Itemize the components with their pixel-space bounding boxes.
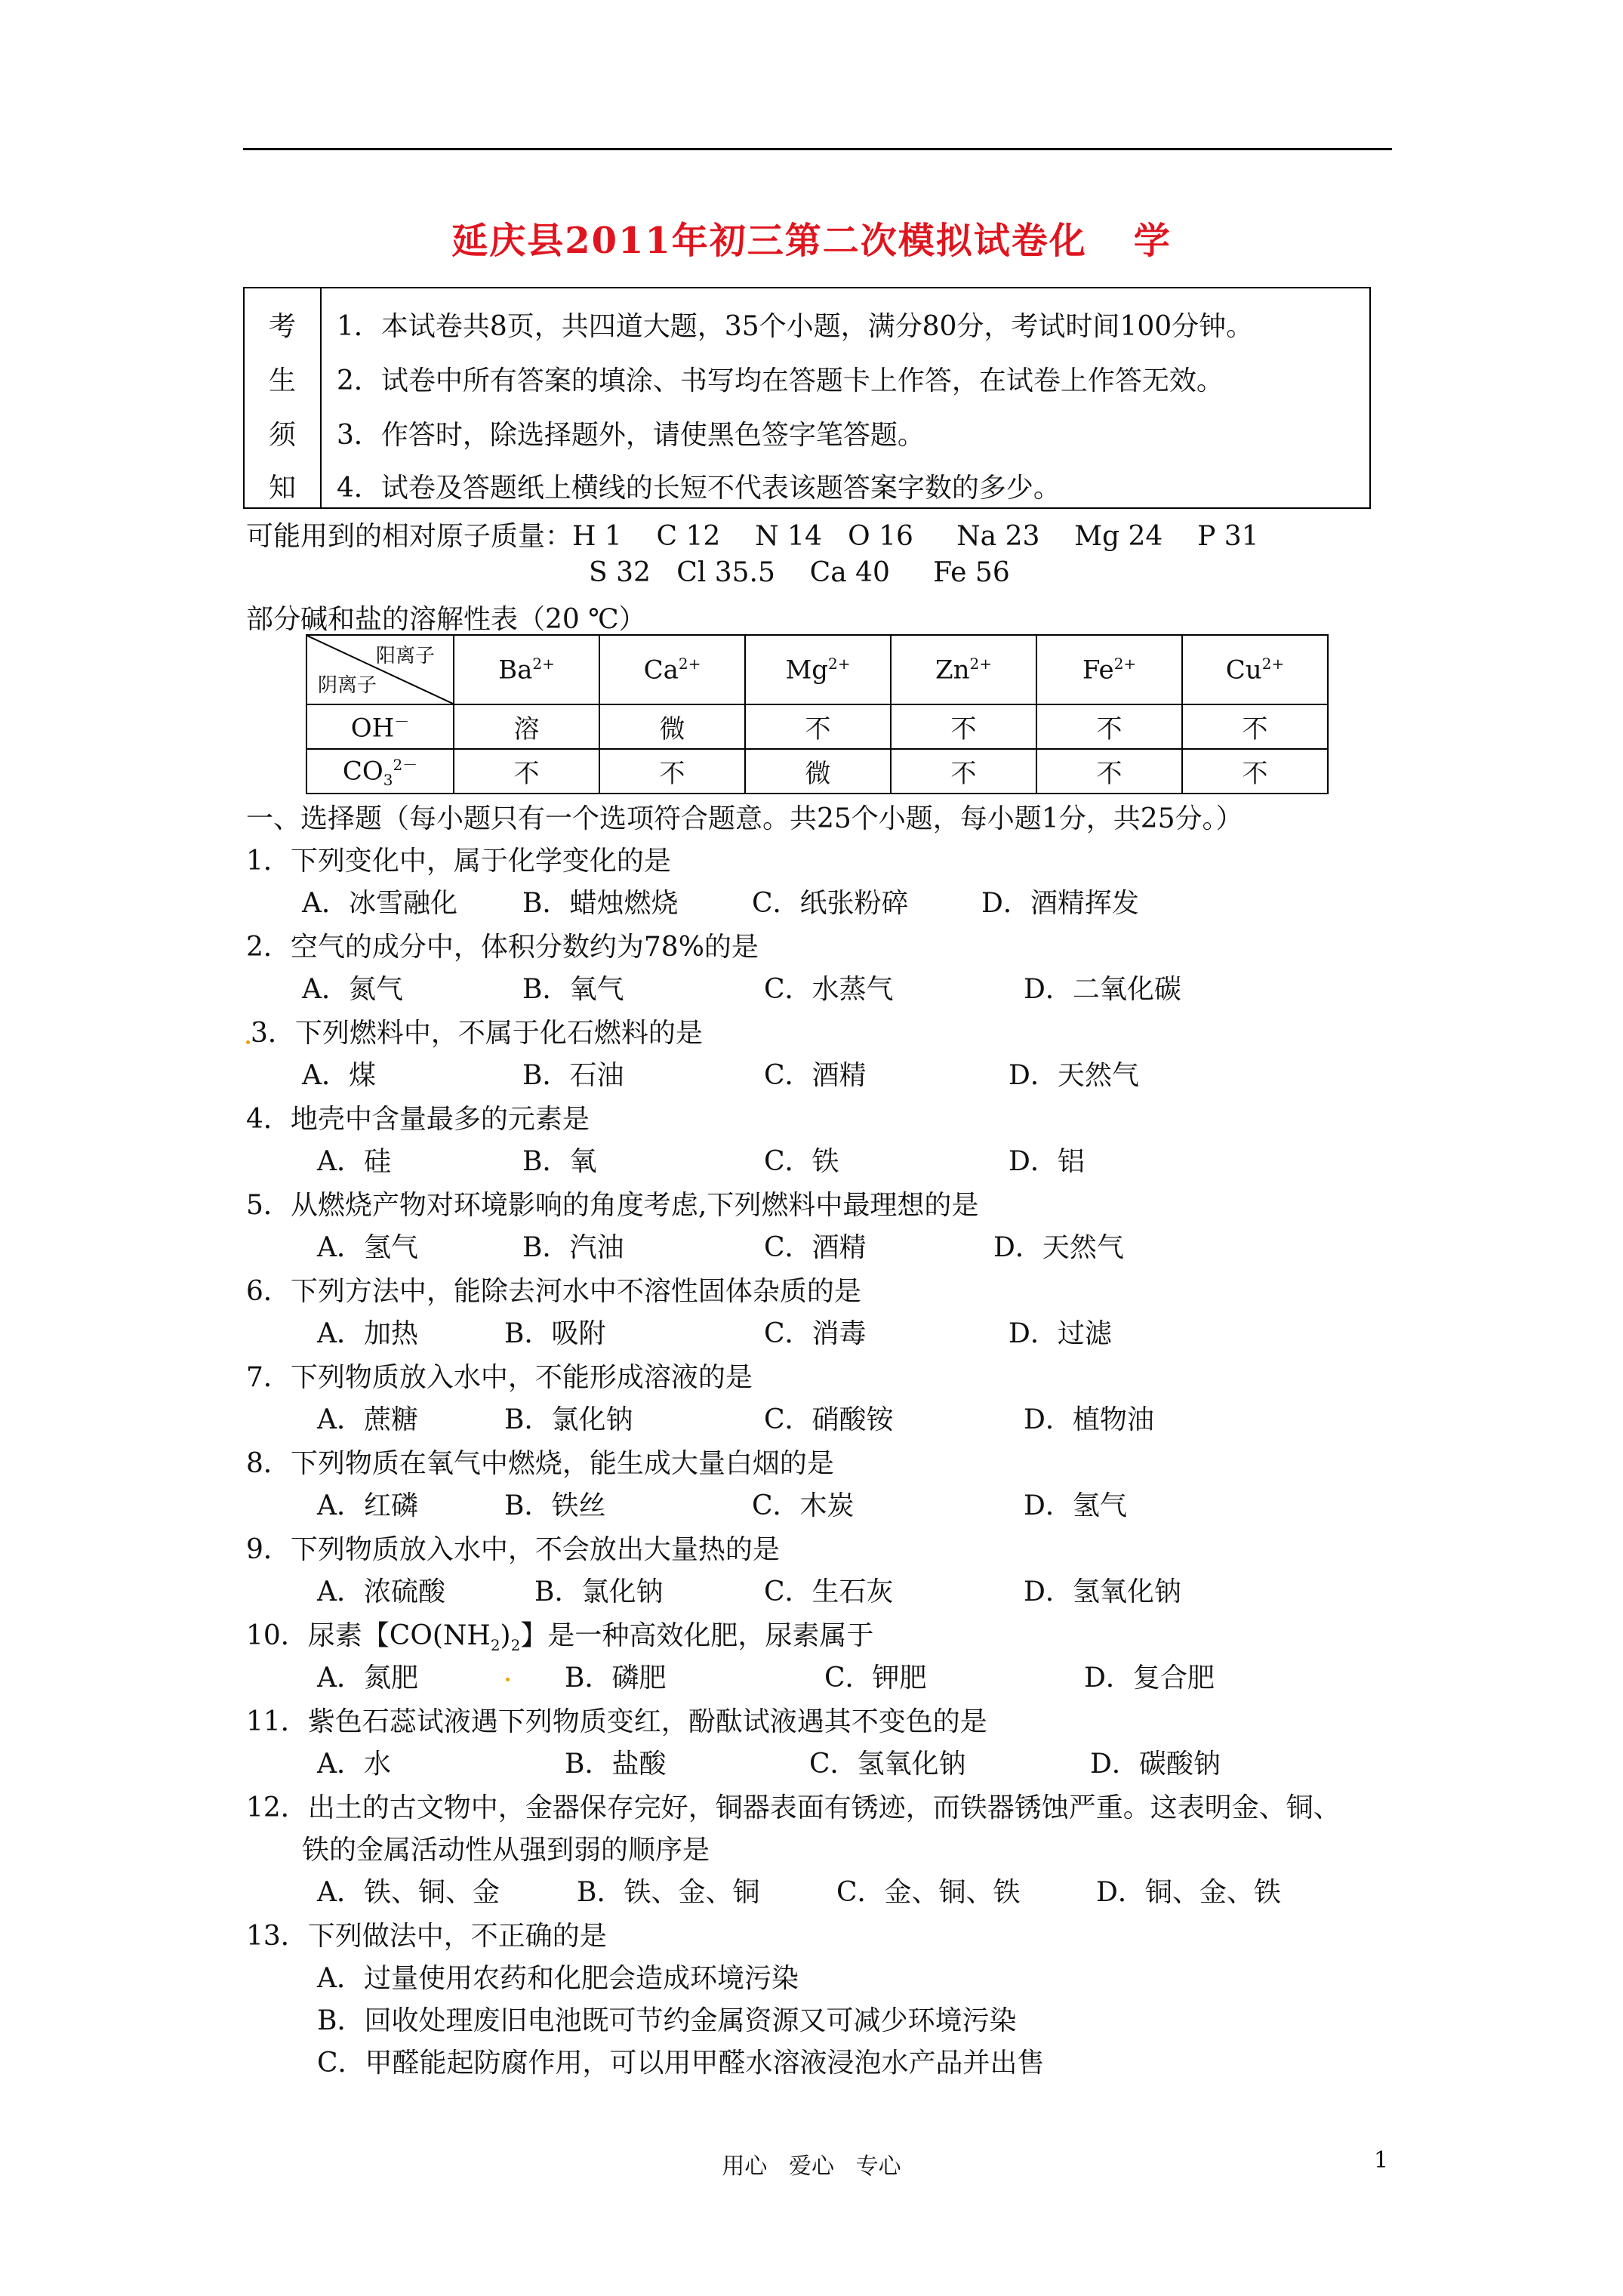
atomic-mass-label: 可能用到的相对原子质量： (246, 521, 573, 552)
option-d: D．碳酸钠 (1090, 1749, 1221, 1780)
atomic-mass-values-2: S 32 Cl 35.5 Ca 40 Fe 56 (589, 557, 1010, 588)
solubility-caption: 部分碱和盐的溶解性表（20 ℃） (246, 604, 646, 635)
option-a: A．煤 (302, 1060, 376, 1091)
notice-item: 2．试卷中所有答案的填涂、书写均在答题卡上作答，在试卷上作答无效。 (337, 365, 1224, 396)
option-d: D．氢氧化钠 (1024, 1576, 1181, 1607)
option-d: D．铜、金、铁 (1096, 1877, 1281, 1908)
atomic-mass-line1 (246, 515, 1259, 553)
corner-label-cation: 阳离子 (375, 645, 435, 667)
footer-slogan: 用心 爱心 专心 (722, 2153, 901, 2180)
notice-label-char: 生 (268, 365, 296, 396)
option-a: A．过量使用农药和化肥会造成环境污染 (317, 1963, 799, 1994)
cation-header: $Fe^{2+}$ (1036, 635, 1182, 704)
title-tail: 学 (1133, 220, 1172, 262)
option-a: A．红磷 (317, 1490, 418, 1521)
option-c: C．消毒 (764, 1318, 867, 1349)
header-rule (243, 148, 1392, 150)
option-c: C．酒精 (764, 1232, 867, 1263)
notice-label-char: 知 (268, 473, 296, 504)
question-stem: 10．尿素【$CO(NH_2)_2$】是一种高效化肥，尿素属于 (246, 1620, 874, 1655)
option-c: C．生石灰 (764, 1576, 894, 1607)
atomic-mass-values-1: H 1 C 12 N 14 O 16 Na 23 Mg 24 P 31 (572, 521, 1259, 552)
option-d: D．复合肥 (1084, 1663, 1215, 1693)
option-d: D．天然气 (993, 1232, 1124, 1263)
table-cell: 不 (454, 749, 599, 794)
option-d: D．天然气 (1009, 1060, 1139, 1091)
cation-header: $Ca^{2+}$ (599, 635, 745, 704)
question-stem: 13．下列做法中，不正确的是 (246, 1921, 607, 1952)
table-cell: 不 (599, 749, 745, 794)
table-cell: 不 (1182, 704, 1328, 749)
option-b: B．汽油 (522, 1232, 624, 1263)
question-stem: 6．下列方法中，能除去河水中不溶性固体杂质的是 (246, 1276, 861, 1307)
anion-header: $CO_3^{2-}$ (306, 749, 454, 794)
option-a: A．水 (317, 1749, 391, 1780)
table-cell: 不 (891, 704, 1036, 749)
option-c: C．铁 (764, 1146, 839, 1177)
table-row (306, 704, 1328, 749)
table-cell: 不 (891, 749, 1036, 794)
option-b: B．氧气 (522, 974, 624, 1005)
table-cell: 微 (745, 749, 891, 794)
notice-item: 3．作答时，除选择题外，请使黑色签字笔答题。 (337, 420, 925, 451)
notice-label-char: 须 (268, 420, 296, 451)
table-cell: 不 (745, 704, 891, 749)
table-cell: 不 (1036, 704, 1182, 749)
option-b: B．氯化钠 (504, 1404, 633, 1435)
option-c: C．硝酸铵 (764, 1404, 894, 1435)
section-heading: 一、选择题（每小题只有一个选项符合题意。共25个小题，每小题1分，共25分。） (246, 803, 1243, 834)
table-cell: 溶 (454, 704, 599, 749)
question-stem: 2．空气的成分中，体积分数约为78%的是 (246, 932, 759, 963)
option-b: B．回收处理废旧电池既可节约金属资源又可减少环境污染 (317, 2005, 1017, 2036)
notice-box (243, 287, 1371, 509)
cation-header: $Mg^{2+}$ (745, 635, 891, 704)
anion-header: OH－ (306, 704, 454, 749)
option-a: A．浓硫酸 (317, 1576, 445, 1607)
notice-item: 4．试卷及答题纸上横线的长短不代表该题答案字数的多少。 (337, 473, 1061, 504)
option-a: A．加热 (317, 1318, 418, 1349)
stray-mark (506, 1678, 510, 1681)
option-c: C．酒精 (764, 1060, 867, 1091)
table-cell: 不 (1036, 749, 1182, 794)
page-number: 1 (1374, 2147, 1389, 2174)
option-a: A．氮气 (302, 974, 403, 1005)
cation-header: $Cu^{2+}$ (1182, 635, 1328, 704)
question-stem: 7．下列物质放入水中，不能形成溶液的是 (246, 1362, 753, 1393)
option-a: A．硅 (317, 1146, 391, 1177)
option-c: C．甲醛能起防腐作用，可以用甲醛水溶液浸泡水产品并出售 (317, 2048, 1045, 2079)
cation-header: $Zn^{2+}$ (891, 635, 1036, 704)
title-main: 延庆县2011年初三第二次模拟试卷化 (451, 220, 1087, 262)
option-b: B．铁丝 (504, 1490, 606, 1521)
table-row (306, 749, 1328, 794)
notice-label (245, 288, 322, 507)
question-stem-cont: 铁的金属活动性从强到弱的顺序是 (302, 1835, 710, 1866)
question-stem: 9．下列物质放入水中，不会放出大量热的是 (246, 1534, 780, 1565)
corner-label-anion: 阴离子 (318, 674, 377, 697)
option-b: B．吸附 (504, 1318, 606, 1349)
option-d: D．植物油 (1024, 1404, 1154, 1435)
question-stem: 3．下列燃料中，不属于化石燃料的是 (251, 1018, 703, 1049)
option-c: C．氢氧化钠 (809, 1749, 966, 1780)
option-b: B．氯化钠 (534, 1576, 664, 1607)
table-header-row (306, 635, 1328, 704)
table-cell: 不 (1182, 749, 1328, 794)
option-b: B．铁、金、铜 (577, 1877, 760, 1908)
stray-mark (246, 1040, 250, 1044)
solubility-table (306, 634, 1329, 794)
option-a: A．冰雪融化 (302, 888, 457, 919)
option-b: B．盐酸 (565, 1749, 667, 1780)
table-cell: 微 (599, 704, 745, 749)
question-stem: 12．出土的古文物中，金器保存完好，铜器表面有锈迹，而铁器锈蚀严重。这表明金、铜、 (246, 1792, 1341, 1823)
option-d: D．酒精挥发 (981, 888, 1139, 919)
option-a: A．氢气 (317, 1232, 418, 1263)
option-a: A．氮肥 (317, 1663, 418, 1693)
question-stem: 1．下列变化中，属于化学变化的是 (246, 846, 671, 877)
option-d: D．铝 (1009, 1146, 1085, 1177)
notice-label-char: 考 (268, 311, 296, 342)
option-c: C．纸张粉碎 (752, 888, 909, 919)
option-b: B．氧 (522, 1146, 597, 1177)
question-stem: 4．地壳中含量最多的元素是 (246, 1104, 590, 1135)
page-title (0, 211, 1623, 264)
option-d: D．过滤 (1009, 1318, 1112, 1349)
option-c: C．金、铜、铁 (836, 1877, 1021, 1908)
option-d: D．二氧化碳 (1024, 974, 1181, 1005)
question-stem: 8．下列物质在氧气中燃烧，能生成大量白烟的是 (246, 1448, 834, 1479)
option-d: D．氢气 (1024, 1490, 1127, 1521)
option-b: B．蜡烛燃烧 (522, 888, 679, 919)
question-stem: 5．从燃烧产物对环境影响的角度考虑,下列燃料中最理想的是 (246, 1190, 979, 1221)
option-b: B．磷肥 (565, 1663, 667, 1693)
option-a: A．蔗糖 (317, 1404, 418, 1435)
cation-header: $Ba^{2+}$ (454, 635, 599, 704)
option-c: C．水蒸气 (764, 974, 894, 1005)
option-b: B．石油 (522, 1060, 624, 1091)
question-stem: 11．紫色石蕊试液遇下列物质变红，酚酞试液遇其不变色的是 (246, 1706, 987, 1737)
option-c: C．木炭 (752, 1490, 855, 1521)
table-corner-cell (306, 635, 454, 704)
option-a: A．铁、铜、金 (317, 1877, 500, 1908)
option-c: C．钾肥 (824, 1663, 927, 1693)
notice-item: 1．本试卷共8页，共四道大题，35个小题，满分80分，考试时间100分钟。 (337, 311, 1254, 342)
